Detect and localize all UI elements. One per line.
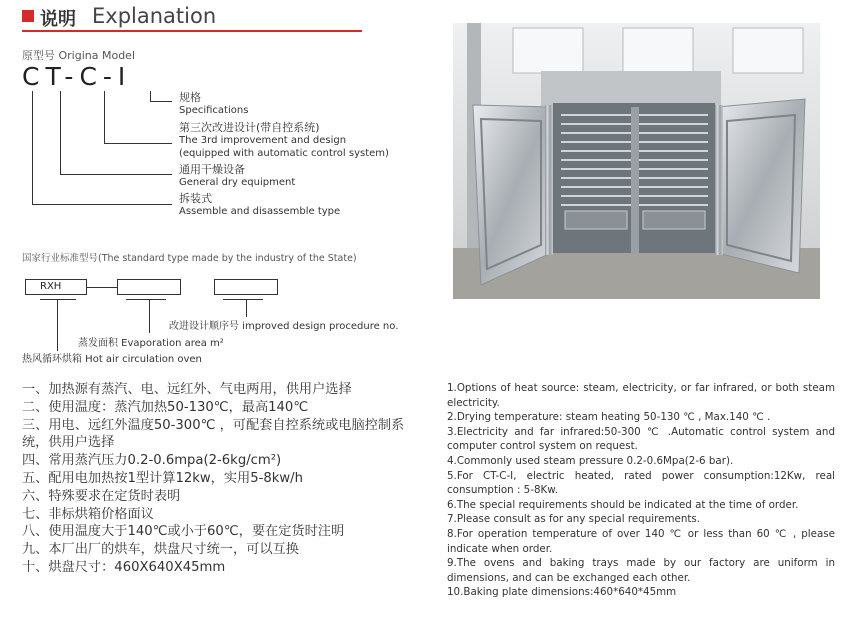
annotation-evaporation-area: 蒸发面积 Evaporation area m²: [78, 338, 224, 349]
procedure-box: [214, 279, 278, 295]
list-item: 九、本厂出厂的烘车，烘盘尺寸统一，可以互换: [22, 542, 299, 558]
en-notes-list: [447, 381, 835, 600]
list-item: 1.Options of heat source: steam, electricity, or far infrared, or both steam electricity.: [447, 382, 835, 409]
list-item: 9.The ovens and baking trays made by our factory are uniform in dimensions, and can be exchanged each other.: [447, 557, 835, 584]
annotation-hot-air-oven: 热风循环烘箱 Hot air circulation oven: [22, 354, 202, 365]
oven-photo: [453, 23, 820, 299]
annotation-specifications: 规格 Specifications: [179, 91, 249, 116]
box-link-line: [87, 287, 117, 288]
list-item: 统，供用户选择: [22, 435, 115, 451]
annotation-improved-procedure: 改进设计顺序号 improved design procedure no.: [169, 321, 399, 332]
list-item: 4.Commonly used steam pressure 0.2-0.6Mpa(2-6 bar).: [447, 454, 734, 467]
list-item: 七、非标烘箱价格面议: [22, 506, 154, 522]
list-item: 一、加热源有蒸汽、电、远红外、气电两用，供用户选择: [22, 382, 352, 397]
model-code: CT-C-I: [22, 62, 132, 91]
list-item: 四、常用蒸汽压力0.2-0.6mpa(2-6kg/cm²): [22, 453, 282, 469]
list-item: 3.Electricity and far infrared:50-300 ℃ .Automatic control system and computer control system on request.: [447, 425, 835, 453]
annotation-third-improvement: 第三次改进设计(带自控系统) The 3rd improvement and design (equipped with automatic control system): [179, 121, 389, 159]
annotation-assemble-type: 拆装式 Assemble and disassemble type: [179, 192, 341, 217]
page-title-en: Explanation: [92, 4, 217, 28]
rxh-box-text: RXH: [40, 281, 62, 292]
list-item: 五、配用电加热按1型计算12kw，实用5-8kw/h: [22, 470, 303, 486]
list-item: 8.For operation temperature of over 140 ℃ or less than 60 ℃ , please indicate when order.: [447, 527, 835, 555]
area-box: [117, 279, 181, 295]
list-item: 八、使用温度大于140℃或小于60℃，要在定货时注明: [22, 524, 345, 540]
list-item: 10.Baking plate dimensions:460*640*45mm: [447, 586, 677, 599]
annotation-general-dry: 通用干燥设备 General dry equipment: [179, 163, 296, 188]
page-title-cn: 说明: [40, 9, 76, 30]
list-item: 2.Drying temperature: steam heating 50-130 ℃ , Max.140 ℃ .: [447, 411, 771, 424]
title-marker-icon: [22, 10, 34, 22]
list-item: 6.The special requirements should be indicated at the time of order.: [447, 498, 799, 511]
list-item: 7.Please consult as for any special requirements.: [447, 513, 701, 526]
title-divider: [22, 30, 362, 32]
standard-type-label: 国家行业标准型号(The standard type made by the industry of the State): [22, 253, 357, 264]
list-item: 六、特殊要求在定货时表明: [22, 488, 181, 504]
oven-illustration: [453, 23, 820, 299]
model-label: 原型号 Origina Model: [22, 49, 136, 62]
list-item: 三、用电、远红外温度50-300℃ ，可配套自控系统或电脑控制系: [22, 417, 405, 433]
list-item: 十、烘盘尺寸：460X640X45mm: [22, 559, 226, 575]
cn-notes-list: [22, 381, 422, 577]
list-item: 二、使用温度：蒸汽加热50-130℃，最高140℃: [22, 399, 309, 415]
list-item: 5.For CT-C-I, electric heated, rated power consumption:12Kw, real consumption : 5-8Kw.: [447, 469, 835, 497]
